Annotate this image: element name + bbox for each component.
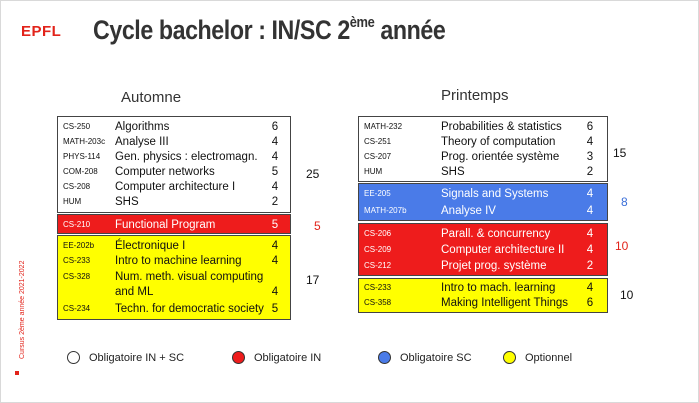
course-name: Computer architecture I — [115, 181, 236, 193]
course-credits: 5 — [271, 219, 279, 231]
page-title: Cycle bachelor : IN/SC 2ème année — [93, 14, 446, 45]
spring-yellow-total: 10 — [620, 288, 634, 302]
course-credits: 4 — [586, 136, 594, 148]
autumn-heading: Automne — [121, 89, 182, 106]
course-name: Probabilities & statistics — [441, 121, 562, 133]
course-credits: 4 — [586, 282, 594, 294]
sidebar-credit: Cursus 2ème année 2021-2022 — [19, 260, 26, 359]
course-name: Parall. & concurrency — [441, 228, 551, 240]
course-row — [359, 149, 607, 165]
epfl-logo: EPFL — [21, 23, 62, 40]
course-row-cont — [58, 284, 290, 300]
course-code: CS-212 — [364, 261, 392, 270]
course-credits: 4 — [271, 136, 279, 148]
course-row — [359, 186, 607, 202]
legend-label: Obligatoire IN + SC — [89, 351, 185, 364]
autumn-red-total: 5 — [314, 219, 321, 233]
course-credits: 4 — [586, 188, 594, 200]
legend-item-in-sc — [67, 351, 184, 364]
spring-red-total: 10 — [615, 239, 629, 253]
course-code: CS-210 — [63, 220, 91, 229]
course-name: Computer networks — [115, 166, 215, 178]
course-row — [58, 179, 290, 195]
course-row — [58, 194, 290, 210]
course-name: Analyse IV — [441, 205, 496, 217]
course-code: HUM — [364, 167, 383, 176]
course-credits: 2 — [586, 260, 594, 272]
course-name: Gen. physics : electromagn. — [115, 151, 258, 163]
course-credits: 4 — [586, 228, 594, 240]
blue-circle-icon — [378, 351, 391, 364]
course-name: SHS — [115, 196, 139, 208]
course-credits: 3 — [586, 151, 594, 163]
course-code: COM-208 — [63, 167, 98, 176]
course-row — [58, 238, 290, 254]
course-name: Techn. for democratic society — [115, 303, 264, 315]
course-name: Analyse III — [115, 136, 169, 148]
course-credits: 5 — [271, 303, 279, 315]
autumn-white-block — [57, 116, 291, 213]
course-code: CS-328 — [63, 272, 91, 281]
course-row — [359, 164, 607, 180]
course-credits: 6 — [271, 121, 279, 133]
course-name: Signals and Systems — [441, 188, 549, 200]
legend-label: Obligatoire SC — [400, 351, 472, 364]
course-code: CS-358 — [364, 298, 392, 307]
course-name: Prog. orientée système — [441, 151, 560, 163]
course-credits: 5 — [271, 166, 279, 178]
course-row — [58, 253, 290, 269]
course-code: EE-205 — [364, 189, 391, 198]
course-credits: 6 — [586, 297, 594, 309]
yellow-circle-icon — [503, 351, 516, 364]
course-name: Num. meth. visual computing — [115, 271, 264, 283]
course-row — [359, 242, 607, 258]
course-code: CS-250 — [63, 122, 91, 131]
course-name: Computer architecture II — [441, 244, 565, 256]
course-code: CS-234 — [63, 304, 91, 313]
course-credits: 4 — [271, 151, 279, 163]
course-credits: 4 — [586, 205, 594, 217]
white-circle-icon — [67, 351, 80, 364]
course-code: MATH-203c — [63, 137, 106, 146]
autumn-yellow-total: 17 — [306, 273, 320, 287]
course-code: CS-233 — [364, 283, 392, 292]
course-name: Functional Program — [115, 219, 216, 231]
course-code: MATH-232 — [364, 122, 403, 131]
course-code: CS-206 — [364, 229, 392, 238]
course-row — [359, 134, 607, 150]
spring-white-total: 15 — [613, 146, 627, 160]
course-code: CS-251 — [364, 137, 392, 146]
course-credits: 2 — [586, 166, 594, 178]
course-name: Algorithms — [115, 121, 170, 133]
course-name: SHS — [441, 166, 465, 178]
spring-blue-block — [358, 183, 608, 221]
red-circle-icon — [232, 351, 245, 364]
course-code: CS-209 — [364, 245, 392, 254]
legend-label: Optionnel — [525, 351, 573, 364]
legend-label: Obligatoire IN — [254, 351, 322, 364]
autumn-white-total: 25 — [306, 167, 320, 181]
course-row — [58, 149, 290, 165]
course-name: Projet prog. système — [441, 260, 547, 272]
course-row — [58, 217, 290, 233]
spring-white-block — [358, 116, 608, 182]
course-row — [58, 269, 290, 285]
course-name: Intro to mach. learning — [441, 282, 556, 294]
course-code: PHYS-114 — [63, 152, 101, 161]
course-code: CS-208 — [63, 182, 91, 191]
course-row — [58, 134, 290, 150]
course-row — [359, 295, 607, 311]
spring-heading: Printemps — [441, 87, 509, 104]
course-code: HUM — [63, 197, 82, 206]
course-name-line2: and ML — [115, 286, 154, 298]
autumn-red-block — [57, 214, 291, 234]
course-code: CS-207 — [364, 152, 392, 161]
spring-blue-total: 8 — [621, 195, 628, 209]
course-credits: 6 — [586, 121, 594, 133]
course-credits: 2 — [271, 196, 279, 208]
course-row — [58, 301, 290, 317]
course-code: CS-233 — [63, 256, 91, 265]
course-credits: 4 — [271, 286, 279, 298]
legend-item-sc — [378, 351, 472, 364]
course-code: MATH-207b — [364, 206, 407, 215]
spring-yellow-block — [358, 278, 608, 313]
course-credits: 4 — [271, 240, 279, 252]
autumn-yellow-block — [57, 235, 291, 320]
course-row — [58, 119, 290, 135]
course-name: Intro to machine learning — [115, 255, 242, 267]
course-name: Making Intelligent Things — [441, 297, 568, 309]
course-credits: 4 — [586, 244, 594, 256]
course-row — [359, 203, 607, 219]
course-credits: 4 — [271, 255, 279, 267]
legend-item-optional — [503, 351, 572, 364]
course-row — [58, 164, 290, 180]
course-code: EE-202b — [63, 241, 95, 250]
spring-red-block — [358, 223, 608, 276]
course-row — [359, 280, 607, 296]
course-row — [359, 258, 607, 274]
legend-item-in — [232, 351, 321, 364]
course-name: Theory of computation — [441, 136, 556, 148]
course-row — [359, 226, 607, 242]
course-row — [359, 119, 607, 135]
course-credits: 4 — [271, 181, 279, 193]
course-name: Électronique I — [115, 240, 186, 252]
red-mark — [15, 371, 19, 375]
